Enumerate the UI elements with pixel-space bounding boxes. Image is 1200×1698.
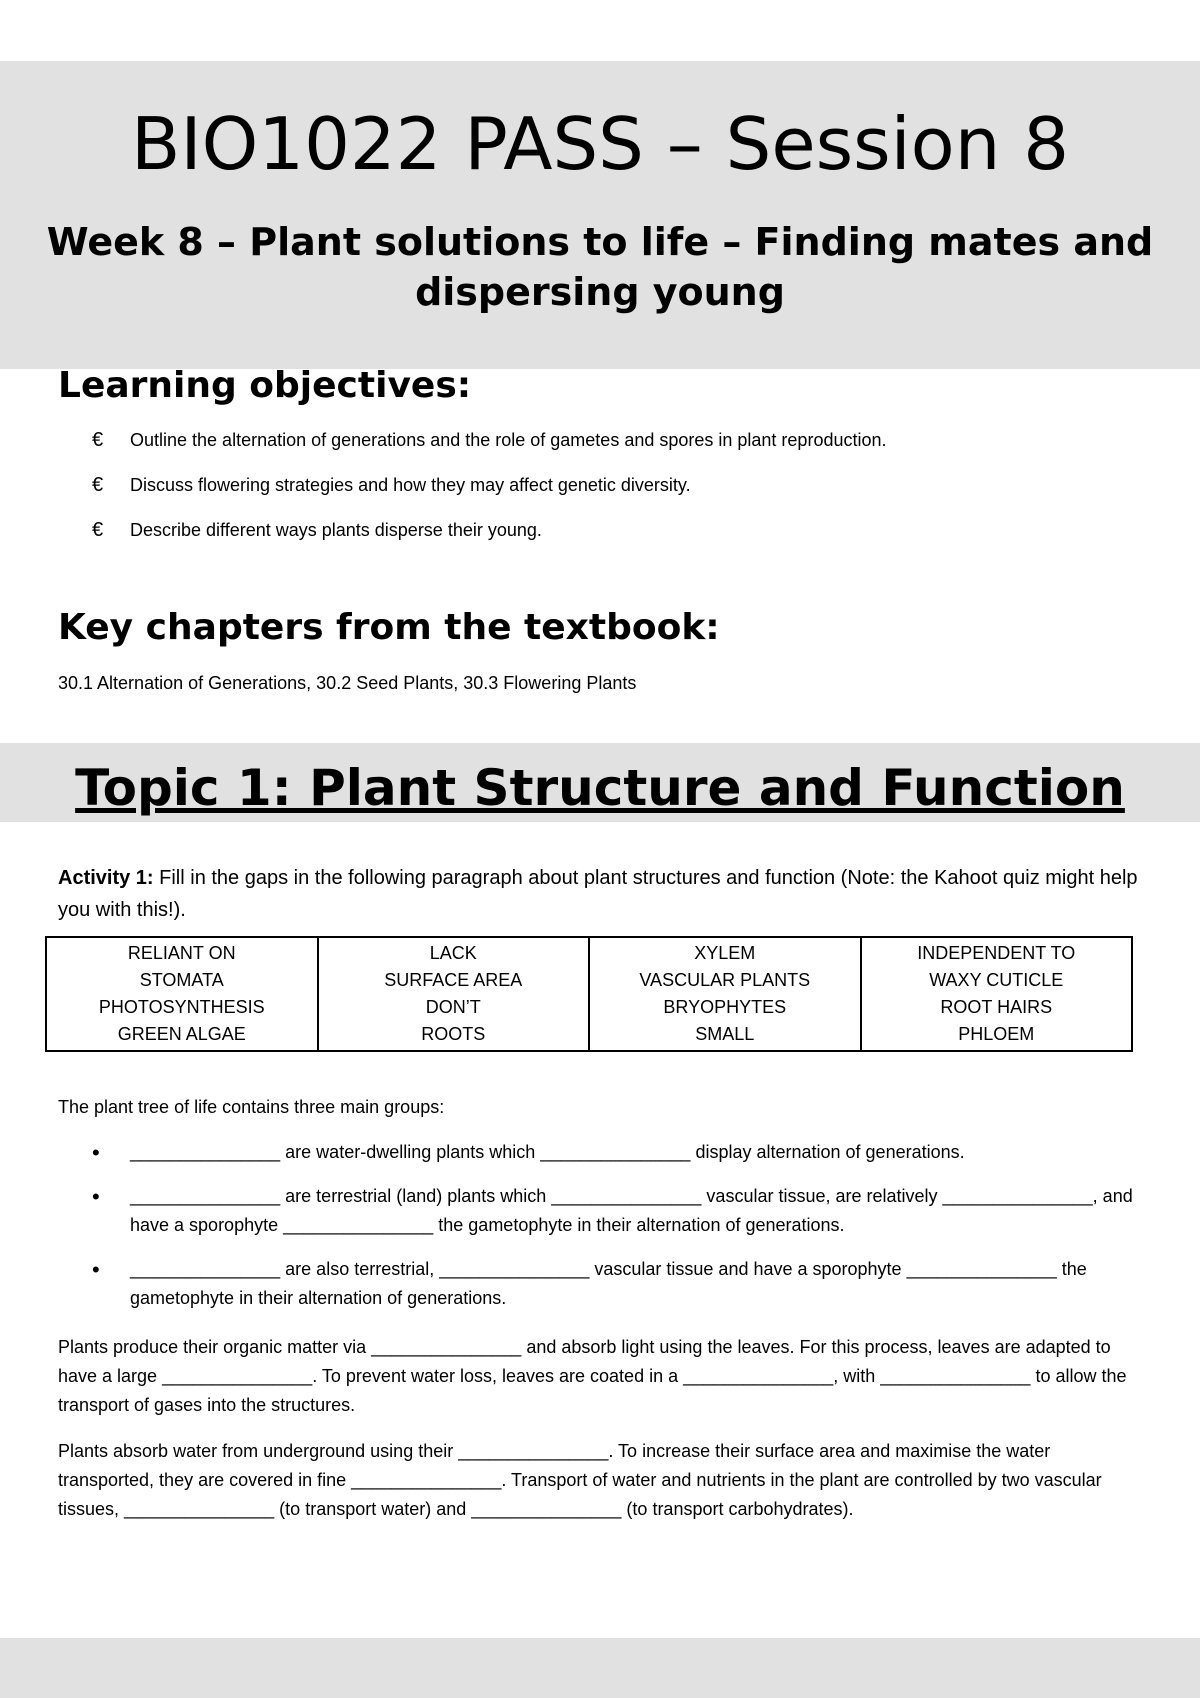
list-item [92,1255,1152,1313]
table-row [46,937,1132,1051]
word-bank-column [861,937,1133,1051]
list-item [92,471,1152,516]
word-bank-term: ROOTS [421,1024,486,1044]
objective-text: Describe different ways plants disperse their young. [130,520,542,540]
list-item [92,1138,1152,1167]
bullet-dot-icon: • [92,1140,100,1165]
learning-objectives-list [92,426,1152,561]
word-bank-term: BRYOPHYTES [663,997,787,1017]
bullet-dot-icon: • [92,1184,100,1209]
word-bank-term: INDEPENDENT TO [917,943,1076,963]
fill-in-sentence: _______________ are also terrestrial, _______________ vascular tissue and have a sporophyte _______________ the gametophyte in their alternation of generations. [130,1259,1087,1308]
word-bank-term: SURFACE AREA [384,970,523,990]
list-item [92,426,1152,471]
word-bank-term: STOMATA [139,970,224,990]
photosynthesis-paragraph: Plants produce their organic matter via _______________ and absorb light using the leaves. For this process, leaves are adapted to have a large _______________. To prevent water loss, leaves are coated in a _______________, with _______________ to allow the transport of gases into the structures. [58,1337,1127,1415]
objective-text: Discuss flowering strategies and how they may affect genetic diversity. [130,475,691,495]
plant-groups-list [92,1138,1152,1328]
word-bank-column [589,937,861,1051]
word-bank-term: SMALL [695,1024,755,1044]
word-bank-table [45,936,1133,1052]
word-bank-term: PHOTOSYNTHESIS [98,997,265,1017]
list-item [92,1182,1152,1240]
word-bank-term: GREEN ALGAE [117,1024,246,1044]
euro-bullet-icon: € [92,519,104,541]
word-bank-column [318,937,590,1051]
word-bank-term: DON’T [425,997,481,1017]
activity-instruction [58,862,1138,926]
word-bank-term: VASCULAR PLANTS [639,970,811,990]
topic-title: Topic 1: Plant Structure and Function [75,759,1125,817]
euro-bullet-icon: € [92,474,104,496]
learning-objectives-heading: Learning objectives: [58,365,472,406]
tree-of-life-intro: The plant tree of life contains three main groups: [58,1097,445,1117]
word-bank-term: ROOT HAIRS [940,997,1053,1017]
fill-in-sentence: _______________ are water-dwelling plants which _______________ display alternation of generations. [130,1142,965,1162]
bullet-dot-icon: • [92,1257,100,1282]
list-item [92,516,1152,561]
activity-label: Activity 1: [58,867,154,889]
footer-band [0,1638,1200,1698]
fill-in-sentence: _______________ are terrestrial (land) plants which _______________ vascular tissue, are relatively _______________, and have a sporophyte _______________ the gametophyte in their alternation of generations. [130,1186,1133,1235]
activity-instruction-text: Fill in the gaps in the following paragraph about plant structures and function (Note: the Kahoot quiz might help you with this!). [58,867,1138,921]
euro-bullet-icon: € [92,429,104,451]
word-bank-term: WAXY CUTICLE [929,970,1064,990]
word-bank-term: PHLOEM [958,1024,1035,1044]
word-bank-column [46,937,318,1051]
roots-paragraph: Plants absorb water from underground using their _______________. To increase their surface area and maximise the water transported, they are covered in fine _______________. Transport of water and nutrients in the plant are controlled by two vascular tissues, _______________ (to transport water) and _______________ (to transport carbohydrates). [58,1441,1102,1519]
key-chapters-heading: Key chapters from the textbook: [58,607,720,648]
document-title: BIO1022 PASS – Session 8 [130,102,1070,186]
word-bank-term: RELIANT ON [127,943,236,963]
objective-text: Outline the alternation of generations and the role of gametes and spores in plant reproduction. [130,430,887,450]
key-chapters-text: 30.1 Alternation of Generations, 30.2 Seed Plants, 30.3 Flowering Plants [58,673,637,693]
word-bank-term: XYLEM [694,943,756,963]
word-bank-term: LACK [429,943,477,963]
document-subtitle: Week 8 – Plant solutions to life – Finding mates and dispersing young [46,220,1154,314]
